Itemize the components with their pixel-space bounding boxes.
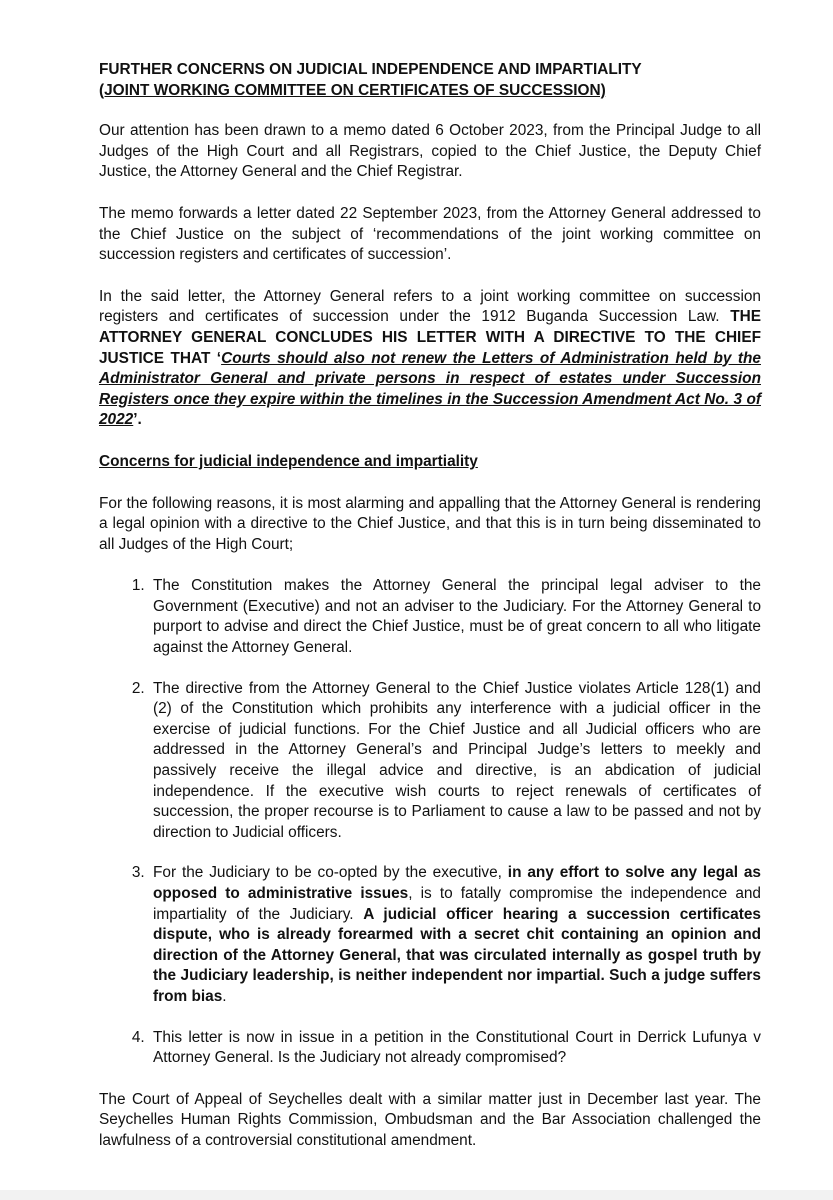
page-bottom-edge bbox=[0, 1190, 833, 1200]
paragraph-directive bbox=[99, 287, 761, 431]
reasons-list bbox=[99, 576, 761, 1068]
subheading-concerns: Concerns for judicial independence and impartiality bbox=[99, 452, 478, 470]
document-heading bbox=[99, 60, 761, 101]
heading-line-2: (JOINT WORKING COMMITTEE ON CERTIFICATES OF SUCCESSION) bbox=[99, 81, 606, 99]
reason-2: 2. The directive from the Attorney General to the Chief Justice violates Article 128(1) and (2) of the Constitution which prohibits any interference with a judicial officer in the exercise of judicial functions. For the Chief Justice and all Judicial officers who are addressed in the Attorney General’s and Principal Judge’s letters to meekly and passively receive the illegal advice and directive, is an abdication of judicial independence. If the executive wish courts to reject renewals of certificates of succession, the proper recourse is to Parliament to cause a law to be passed and not by direction to Judicial officers. bbox=[149, 679, 761, 844]
paragraph-memo: Our attention has been drawn to a memo dated 6 October 2023, from the Principal Judge to all Judges of the High Court and all Registrars, copied to the Chief Justice, the Deputy Chief Justice, the Attorney General and the Chief Registrar. bbox=[99, 122, 761, 181]
paragraph-letter: The memo forwards a letter dated 22 September 2023, from the Attorney General addressed to the Chief Justice on the subject of ‘recommendations of the joint working committee on succession registers and certificates of succession’. bbox=[99, 204, 761, 264]
directive-bold: THE ATTORNEY GENERAL CONCLUDES HIS LETTER WITH A DIRECTIVE TO THE CHIEF JUSTICE THAT ‘ bbox=[99, 308, 761, 367]
paragraph-closing: The Court of Appeal of Seychelles dealt with a similar matter just in December last year. The Seychelles Human Rights Commission, Ombudsman and the Bar Association challenged the lawfulness of a controversial constitutional amendment. bbox=[99, 1090, 761, 1149]
reason-1: 1. The Constitution makes the Attorney General the principal legal adviser to the Government (Executive) and not an adviser to the Judiciary. For the Attorney General to purport to advise and direct the Chief Justice, must be of great concern to all who litigate against the Attorney General. bbox=[149, 576, 761, 658]
reason-3-bold-a: in any effort to solve any legal as opposed to administrative issues bbox=[153, 864, 761, 902]
reason-4: 4. This letter is now in issue in a petition in the Constitutional Court in Derrick Lufunya v Attorney General. Is the Judiciary not already compromised? bbox=[149, 1028, 761, 1069]
reason-3: 3. For the Judiciary to be co-opted by the executive, in any effort to solve any legal as opposed to administrative issues, is to fatally compromise the independence and impartiality of the Judiciary. A judicial officer hearing a succession certificates dispute, who is already forearmed with a secret chit containing an opinion and direction of the Attorney General, that was circulated internally as gospel truth by the Judiciary leadership, is neither independent nor impartial. Such a judge suffers from bias. bbox=[149, 863, 761, 1007]
directive-intro: In the said letter, the Attorney General refers to a joint working committee on succession registers and certificates of succession under the 1912 Buganda Succession Law. bbox=[99, 287, 761, 326]
reason-3-bold-b: A judicial officer hearing a succession certificates dispute, who is already forearmed with a secret chit containing an opinion and direction of the Attorney General, that was circulated internally as gospel truth by the Judiciary leadership, is neither independent nor impartial. Such a judge suffers from bias bbox=[153, 905, 761, 1005]
directive-quote: Courts should also not renew the Letters of Administration held by the Administrator General and private persons in respect of estates under Succession Registers once they expire within the timelines in the Succession Amendment Act No. 3 of 2022 bbox=[99, 349, 761, 429]
directive-end: ’. bbox=[133, 411, 142, 429]
heading-line-1: FURTHER CONCERNS ON JUDICIAL INDEPENDENCE AND IMPARTIALITY bbox=[99, 61, 642, 78]
paragraph-intro: For the following reasons, it is most alarming and appalling that the Attorney General is rendering a legal opinion with a directive to the Chief Justice, and that this is in turn being disseminated to all Judges of the High Court; bbox=[99, 494, 761, 553]
